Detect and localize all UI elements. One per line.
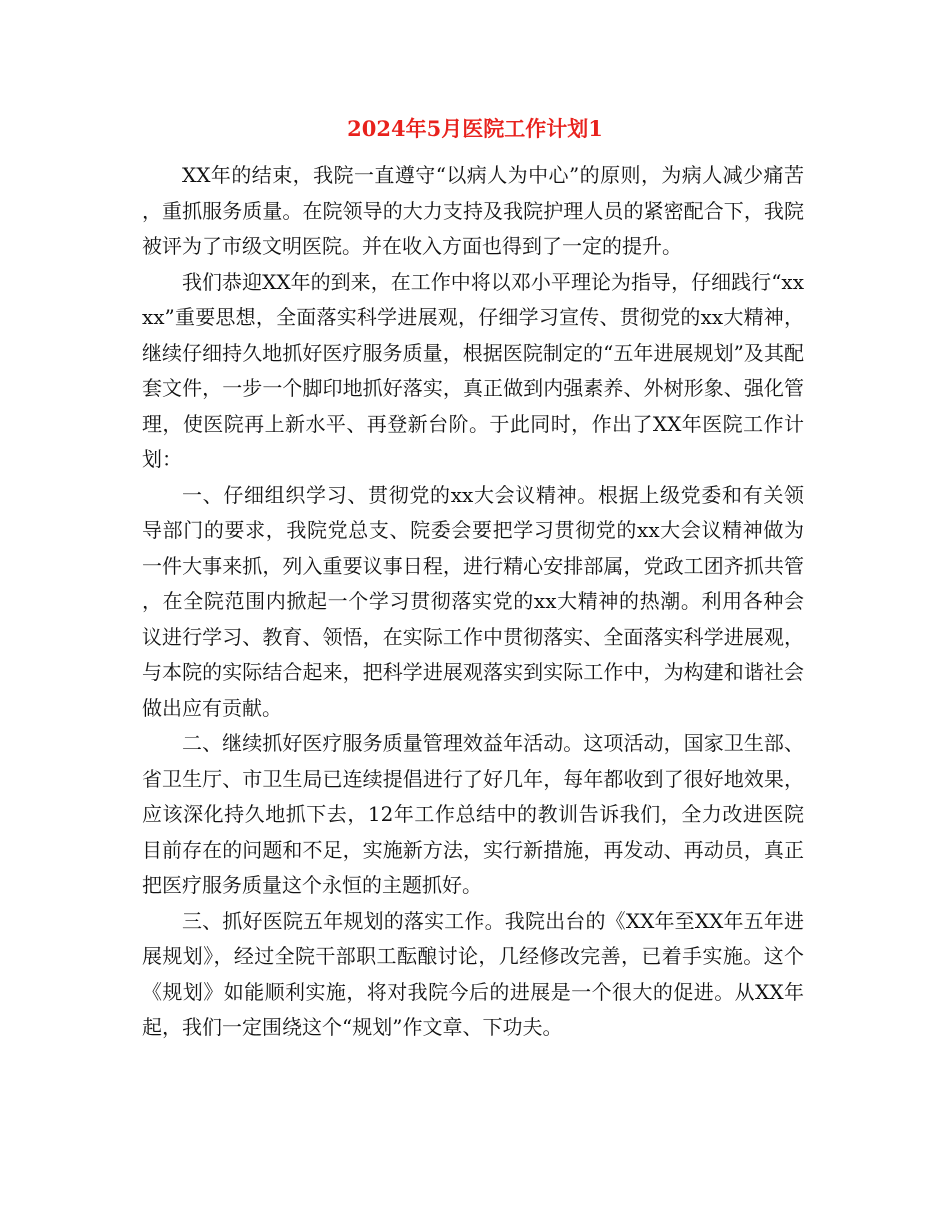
document-body xyxy=(142,158,804,1046)
paragraph-2: 我们恭迎XX年的到来，在工作中将以邓小平理论为指导，仔细践行“xxxx”重要思想，全面落实科学进展观，仔细学习宣传、贯彻党的xx大精神，继续仔细持久地抓好医疗服务质量，根据医院制定的“五年进展规划”及其配套文件，一步一个脚印地抓好落实，真正做到内强素养、外树形象、强化管理，使医院再上新水平、再登新台阶。于此同时，作出了XX年医院工作计划： xyxy=(142,269,804,471)
paragraph-5: 三、抓好医院五年规划的落实工作。我院出台的《XX年至XX年五年进展规划》，经过全院干部职工酝酿讨论，几经修改完善，已着手实施。这个《规划》如能顺利实施，将对我院今后的进展是一个很大的促进。从XX年起，我们一定围绕这个“规划”作文章、下功夫。 xyxy=(142,908,804,1039)
paragraph-1: XX年的结束，我院一直遵守“以病人为中心”的原则，为病人减少痛苦，重抓服务质量。在院领导的大力支持及我院护理人员的紧密配合下，我院被评为了市级文明医院。并在收入方面也得到了一定的提升。 xyxy=(142,163,804,258)
paragraph-4: 二、继续抓好医疗服务质量管理效益年活动。这项活动，国家卫生部、省卫生厅、市卫生局已连续提倡进行了好几年，每年都收到了很好地效果，应该深化持久地抓下去，12年工作总结中的教训告诉我们，全力改进医院目前存在的问题和不足，实施新方法，实行新措施，再发动、再动员，真正把医疗服务质量这个永恒的主题抓好。 xyxy=(142,731,804,897)
document-title: 2024年5月医院工作计划1 xyxy=(347,116,603,141)
paragraph-3: 一、仔细组织学习、贯彻党的xx大会议精神。根据上级党委和有关领导部门的要求，我院党总支、院委会要把学习贯彻党的xx大会议精神做为一件大事来抓，列入重要议事日程，进行精心安排部属，党政工团齐抓共管，在全院范围内掀起一个学习贯彻落实党的xx大精神的热潮。利用各种会议进行学习、教育、领悟，在实际工作中贯彻落实、全面落实科学进展观，与本院的实际结合起来，把科学进展观落实到实际工作中，为构建和谐社会做出应有贡献。 xyxy=(142,482,804,720)
